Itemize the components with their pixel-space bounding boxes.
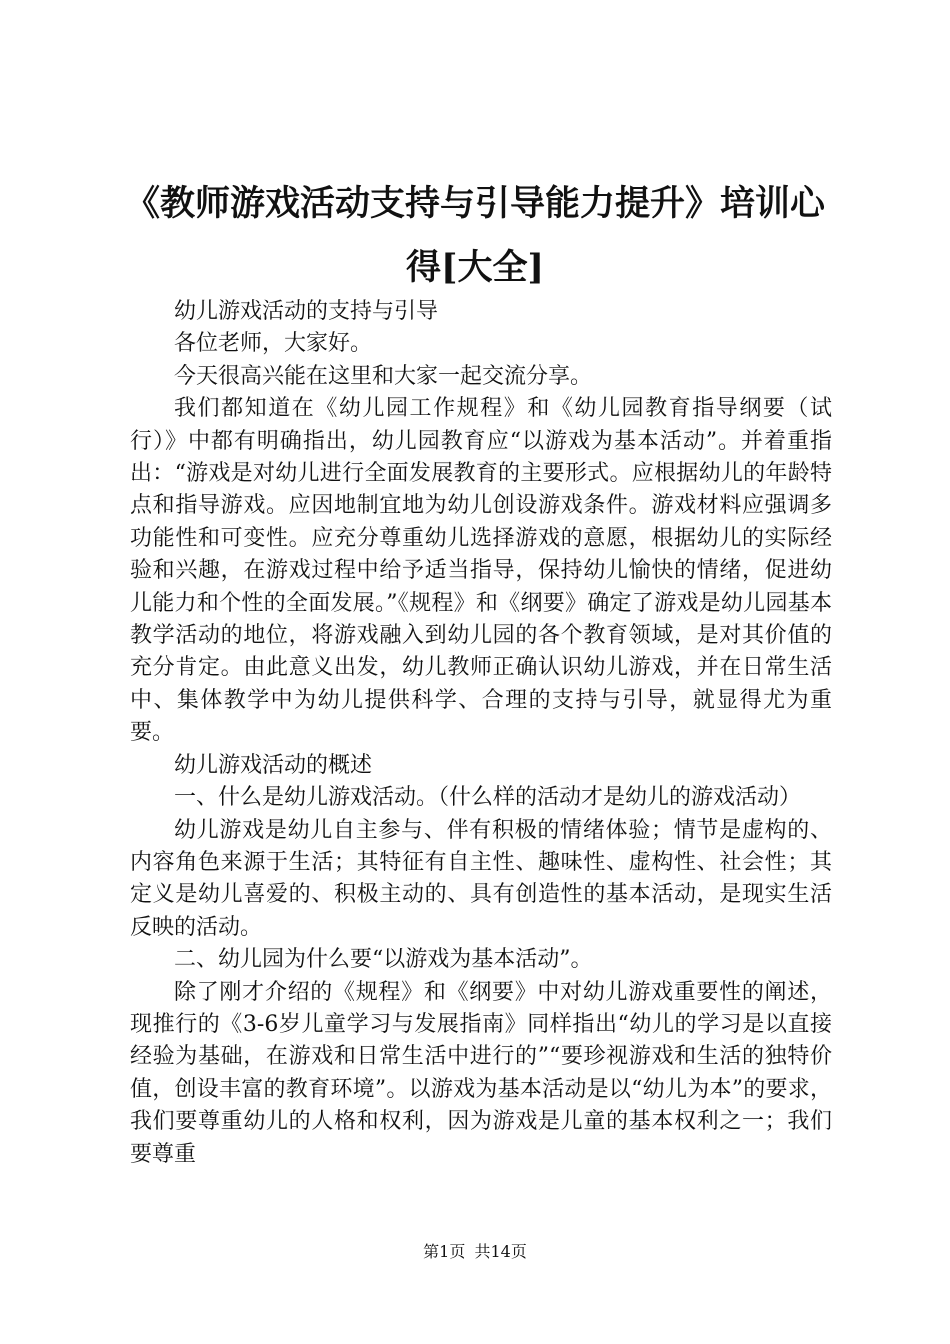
page-footer — [0, 1242, 950, 1262]
paragraph: 今天很高兴能在这里和大家一起交流分享。 — [174, 363, 593, 389]
paragraph: 一、什么是幼儿游戏活动。（什么样的活动才是幼儿的游戏活动） — [174, 785, 802, 811]
paragraph: 二、幼儿园为什么要“以游戏为基本活动”。 — [174, 947, 593, 973]
paragraph: 幼儿游戏活动的概述 — [174, 752, 373, 778]
document-body — [130, 296, 832, 1171]
paragraph: 幼儿游戏是幼儿自主参与、伴有积极的情绪体验；情节是虚构的、内容角色来源于生活；其特征有自主性、趣味性、虚构性、社会性；其定义是幼儿喜爱的、积极主动的、具有创造性的基本活动，是现实生活反映的活动。 — [130, 817, 832, 940]
document-title: 《教师游戏活动支持与引导能力提升》培训心得[大全] — [124, 183, 825, 288]
paragraph: 各位老师，大家好。 — [174, 331, 373, 357]
paragraph: 除了刚才介绍的《规程》和《纲要》中对幼儿游戏重要性的阐述，现推行的《3-6岁儿童学习与发展指南》同样指出“幼儿的学习是以直接经验为基础，在游戏和日常生活中进行的”“要珍视游戏和生活的独特价值，创设丰富的教育环境”。以游戏为基本活动是以“幼儿为本”的要求，我们要尊重幼儿的人格和权利，因为游戏是儿童的基本权利之一；我们要尊重 — [130, 979, 832, 1167]
page-number: 第1页 — [423, 1242, 466, 1261]
paragraph: 我们都知道在《幼儿园工作规程》和《幼儿园教育指导纲要（试行）》中都有明确指出，幼儿园教育应“以游戏为基本活动”。并着重指出：“游戏是对幼儿进行全面发展教育的主要形式。应根据幼儿的年龄特点和指导游戏。应因地制宜地为幼儿创设游戏条件。游戏材料应强调多功能性和可变性。应充分尊重幼儿选择游戏的意愿，根据幼儿的实际经验和兴趣，在游戏过程中给予适当指导，保持幼儿愉快的情绪，促进幼儿能力和个性的全面发展。”《规程》和《纲要》确定了游戏是幼儿园基本教学活动的地位，将游戏融入到幼儿园的各个教育领域，是对其价值的充分肯定。由此意义出发，幼儿教师正确认识幼儿游戏，并在日常生活中、集体教学中为幼儿提供科学、合理的支持与引导，就显得尤为重要。 — [130, 396, 832, 746]
page-total: 共14页 — [474, 1242, 527, 1261]
paragraph: 幼儿游戏活动的支持与引导 — [174, 299, 439, 324]
